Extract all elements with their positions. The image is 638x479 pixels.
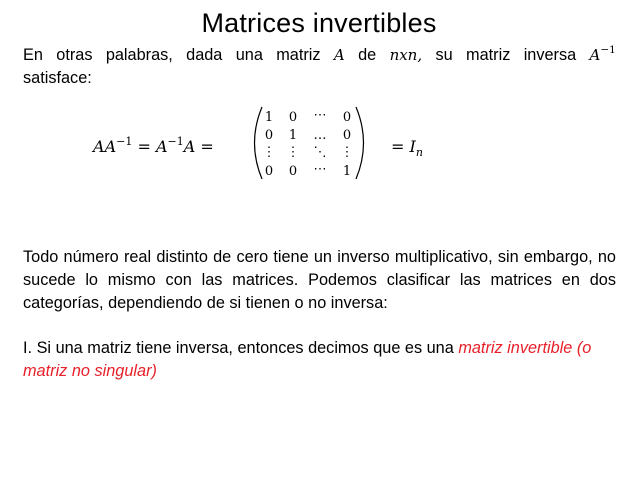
highlighted-term: matriz invertible (o matriz no singular) [23, 339, 592, 380]
list-item-invertible [23, 337, 616, 383]
eq-equals: = [137, 137, 151, 156]
matrix-cell: ⋮ [340, 145, 354, 160]
intro-inverse-exponent: −1 [600, 44, 616, 56]
matrix-cell: 0 [264, 128, 274, 143]
intro-word: una [235, 46, 263, 64]
eq-identity-subscript: n [415, 146, 423, 159]
matrix-cell: ⋮ [262, 145, 276, 160]
matrix-cell: ⋯ [313, 162, 327, 177]
slide-title: Matrices invertibles [201, 8, 437, 38]
intro-word: matriz [276, 46, 321, 64]
intro-word: su [435, 46, 453, 64]
intro-word: matriz [466, 46, 511, 64]
matrix-cell: 0 [264, 164, 274, 179]
matrix-cell: ⋮ [286, 145, 300, 160]
intro-line-2: satisface: [23, 69, 92, 87]
eq-exponent: −1 [167, 135, 184, 148]
matrix-cell: 0 [288, 164, 298, 179]
eq-symbol: A [104, 137, 117, 156]
matrix-cell: 0 [288, 110, 298, 125]
matrix-cell: 0 [342, 110, 352, 125]
matrix-cell: ⋱ [313, 145, 327, 160]
eq-symbol: A [183, 137, 196, 156]
eq-equals: = [391, 137, 405, 156]
intro-word: palabras, [105, 46, 173, 64]
intro-inverse-symbol: A [589, 46, 601, 64]
matrix-cell: 1 [288, 128, 298, 143]
intro-matrix-symbol: A [333, 46, 345, 64]
matrix-cell: 1 [342, 164, 352, 179]
intro-word: dada [186, 46, 223, 64]
eq-identity-symbol: I [409, 137, 416, 156]
eq-equals: = [200, 137, 214, 156]
intro-word: de [358, 46, 377, 64]
matrix-cell: … [313, 128, 327, 143]
eq-symbol: A [93, 137, 105, 156]
intro-dimension-symbol: nxn, [389, 46, 423, 64]
intro-word: otras [56, 46, 93, 64]
list-item-text: I. Si una matriz tiene inversa, entonces decimos que es una [23, 339, 459, 357]
intro-word: inversa [523, 46, 577, 64]
eq-exponent: −1 [116, 135, 133, 148]
matrix-cell: 1 [264, 110, 274, 125]
matrix-cell: ⋯ [313, 108, 327, 123]
paragraph-classification: Todo número real distinto de cero tiene un inverso multiplicativo, sin embargo, no sucede lo mismo con las matrices. Podemos clasificar las matrices en dos categorías, dependiendo de si tienen o no inversa: [23, 248, 616, 312]
equation-rhs [391, 137, 423, 157]
intro-word: En [23, 46, 43, 64]
eq-symbol: A [155, 137, 168, 156]
matrix-cell: 0 [342, 128, 352, 143]
